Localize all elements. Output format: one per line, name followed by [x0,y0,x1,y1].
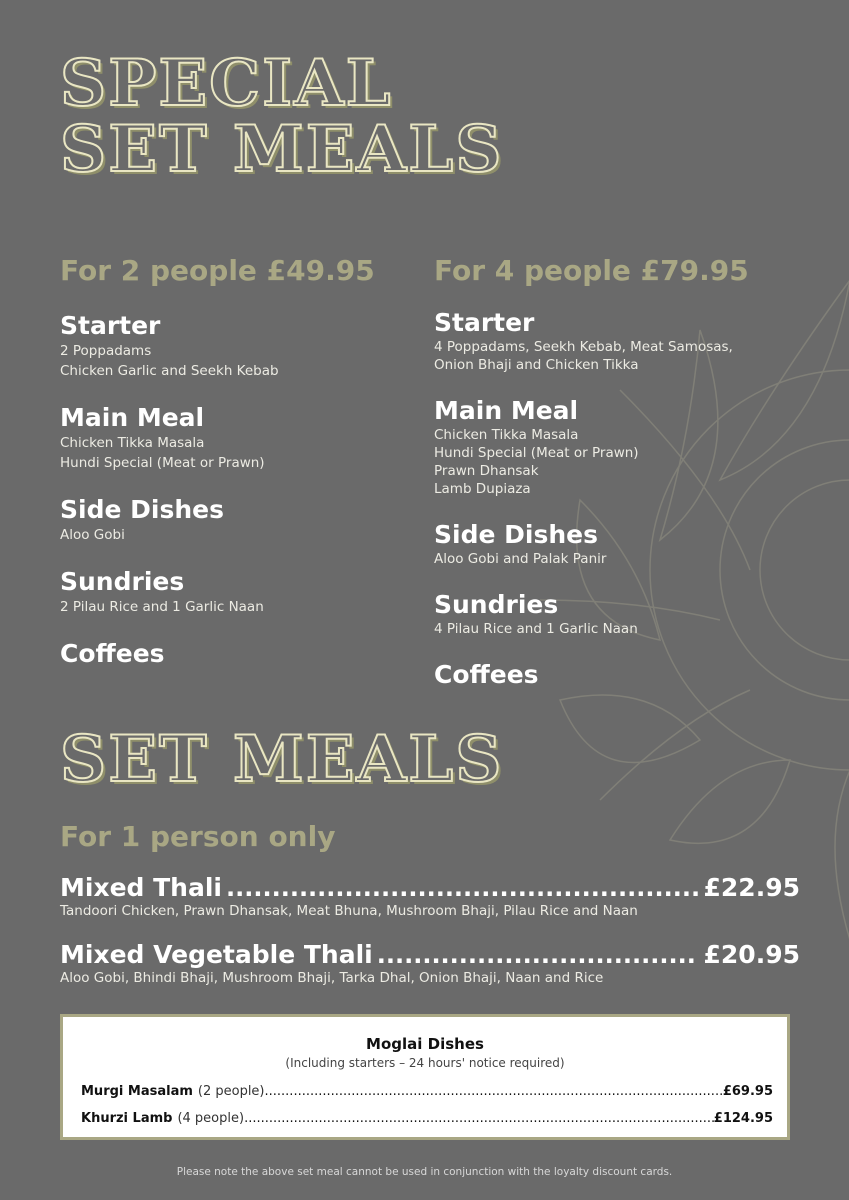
moglai-title: Moglai Dishes [366,1035,484,1053]
item-name: Mixed Thali [60,873,222,902]
menu-line: Chicken Tikka Masala [60,435,205,451]
special-title-line1: SPECIAL [60,46,393,121]
section-title: Sundries [60,567,185,596]
main-meal-section [434,396,804,498]
menu-line: Onion Bhaji and Chicken Tikka [434,357,639,373]
special-title-line2: SET MEALS [60,112,504,187]
item-price: £124.95 [713,1111,773,1126]
item-description: Tandoori Chicken, Prawn Dhansak, Meat Bhuna, Mushroom Bhaji, Pilau Rice and Naan [60,903,638,919]
footnote: Please note the above set meal cannot be used in conjunction with the loyalty discount cards. [176,1166,673,1178]
menu-line: 2 Poppadams [60,343,152,359]
sundries-section [60,567,430,617]
item-people: (2 people) [197,1084,265,1099]
item-people: (4 people) [177,1111,245,1126]
item-price: £22.95 [703,873,800,902]
menu-line: Aloo Gobi and Palak Panir [434,551,607,567]
menu-line: Lamb Dupiaza [434,481,531,497]
menu-line: Hundi Special (Meat or Prawn) [434,445,639,461]
set-meals-title: SET MEALS [60,722,504,797]
section-title: Starter [434,308,535,337]
item-price: £69.95 [722,1084,773,1099]
starter-section [60,311,430,381]
menu-line: Chicken Tikka Masala [434,427,579,443]
section-title: Side Dishes [434,520,598,549]
main-meal-section [60,403,430,473]
two-people-menu [60,311,430,691]
two-people-heading: For 2 people £49.95 [60,254,375,287]
side-dishes-section [434,520,804,568]
section-title: Coffees [434,660,539,689]
menu-line: Aloo Gobi [60,527,125,543]
starter-section [434,308,804,374]
side-dishes-section [60,495,430,545]
section-title: Coffees [60,639,165,668]
moglai-item [81,1084,773,1099]
coffees-section [60,639,430,669]
menu-line: 2 Pilau Rice and 1 Garlic Naan [60,599,264,615]
item-name: Khurzi Lamb [81,1111,173,1126]
dot-leader [244,1111,714,1126]
item-price: £20.95 [703,940,800,969]
four-people-heading: For 4 people £79.95 [434,254,749,287]
moglai-dishes-box [60,1014,790,1140]
menu-line: 4 Poppadams, Seekh Kebab, Meat Samosas, [434,339,733,355]
dot-leader [377,940,698,970]
dot-leader [265,1084,723,1099]
item-name: Mixed Vegetable Thali [60,940,373,969]
one-person-heading: For 1 person only [60,820,336,853]
menu-line: Prawn Dhansak [434,463,539,479]
menu-line: Chicken Garlic and Seekh Kebab [60,363,279,379]
menu-line: 4 Pilau Rice and 1 Garlic Naan [434,621,638,637]
item-name: Murgi Masalam [81,1084,193,1099]
item-description: Aloo Gobi, Bhindi Bhaji, Mushroom Bhaji, Tarka Dhal, Onion Bhaji, Naan and Rice [60,970,604,986]
section-title: Side Dishes [60,495,224,524]
menu-line: Hundi Special (Meat or Prawn) [60,455,265,471]
moglai-item [81,1111,773,1126]
set-meal-item [60,940,800,986]
moglai-subtitle: (Including starters – 24 hours' notice required) [285,1056,565,1070]
set-meal-item [60,873,800,919]
dot-leader [226,873,698,903]
section-title: Main Meal [434,396,579,425]
four-people-menu [434,308,804,712]
section-title: Sundries [434,590,559,619]
section-title: Main Meal [60,403,205,432]
section-title: Starter [60,311,161,340]
coffees-section [434,660,804,690]
sundries-section [434,590,804,638]
